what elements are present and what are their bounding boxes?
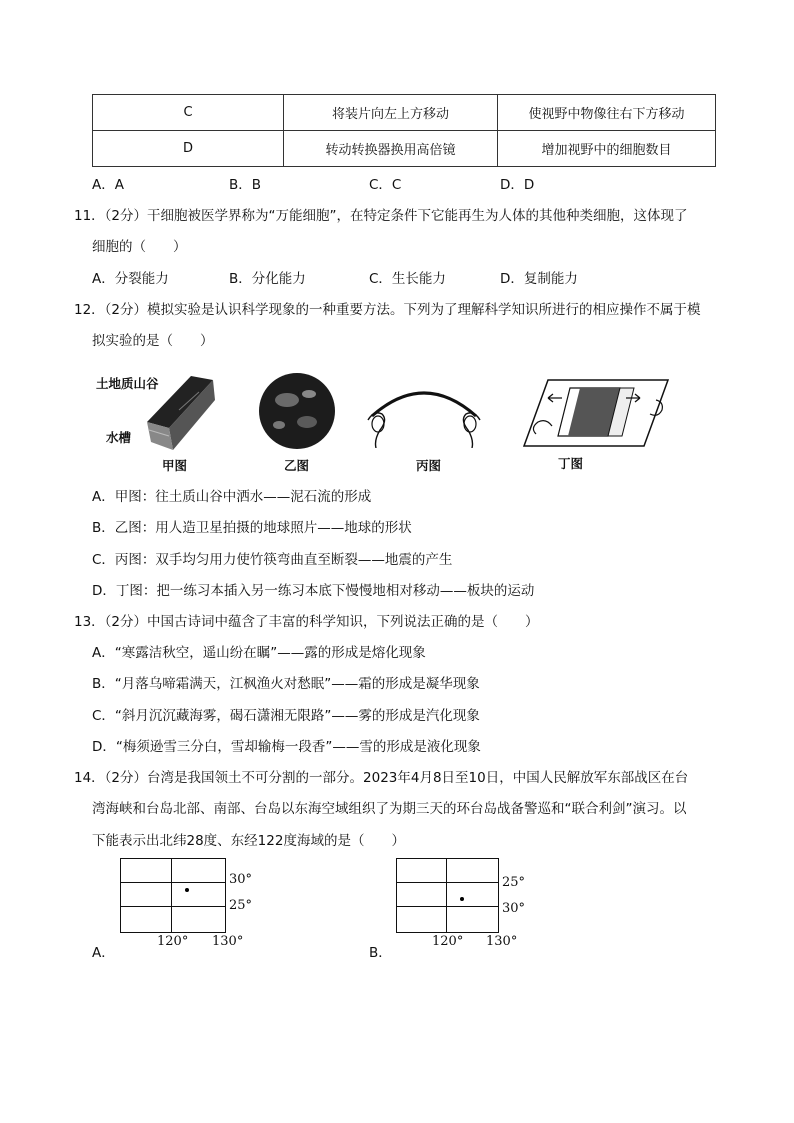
table-cell: C	[93, 95, 284, 131]
q11-option-a[interactable]: A．分裂能力	[92, 271, 169, 287]
q14-stem-line1: 14．（2分）台湾是我国领土不可分割的一部分。2023年4月8日至10日，中国人民解放军东部战区在台	[74, 770, 689, 786]
grid-b-lat-top-label: 25°	[502, 875, 526, 890]
q11-option-c[interactable]: C．生长能力	[369, 271, 446, 287]
q11-option-d[interactable]: D．复制能力	[500, 271, 578, 287]
grid-line	[121, 882, 225, 883]
location-dot	[185, 888, 189, 892]
notebooks-sliding-illustration	[522, 370, 672, 454]
q12-option-d[interactable]: D．丁图：把一练习本插入另一练习本底下慢慢地相对移动——板块的运动	[92, 583, 535, 599]
grid-b-lon-right-label: 130°	[486, 934, 518, 949]
table-cell: 将装片向左上方移动	[284, 95, 498, 131]
q13-option-a[interactable]: A．“寒露洁秋空，遥山纷在瞩”——露的形成是熔化现象	[92, 645, 426, 661]
grid-line	[397, 882, 498, 883]
q12-option-b[interactable]: B．乙图：用人造卫星拍摄的地球照片——地球的形状	[92, 520, 412, 536]
earth-globe-illustration	[257, 370, 337, 452]
q11-stem-line2: 细胞的（ ）	[92, 239, 187, 255]
figure-ding-caption: 丁图	[558, 456, 584, 471]
grid-a-lat-top-label: 30°	[229, 872, 253, 887]
valley-label: 土地质山谷	[96, 376, 159, 391]
table-cell: 增加视野中的细胞数目	[498, 131, 716, 167]
q10-option-b[interactable]: B．B	[229, 177, 262, 193]
grid-a-lon-right-label: 130°	[212, 934, 244, 949]
figure-bing-caption: 丙图	[416, 458, 442, 473]
q14-option-a-letter[interactable]: A．	[92, 945, 115, 961]
q12-stem-line1: 12．（2分）模拟实验是认识科学现象的一种重要方法。下列为了理解科学知识所进行的相应操作不属于模	[74, 302, 701, 318]
grid-a-lon-left-label: 120°	[157, 934, 189, 949]
q10-option-c[interactable]: C．C	[369, 177, 402, 193]
grid-line	[397, 906, 498, 907]
figure-yi-caption: 乙图	[284, 458, 310, 473]
q12-stem-line2: 拟实验的是（ ）	[92, 333, 214, 349]
q14-grid-a[interactable]	[120, 858, 226, 933]
grid-b-lat-bottom-label: 30°	[502, 901, 526, 916]
q10-option-a[interactable]: A．A	[92, 177, 124, 193]
q12-figure	[94, 356, 684, 474]
q12-option-c[interactable]: C．丙图：双手均匀用力使竹筷弯曲直至断裂——地震的产生	[92, 552, 453, 568]
grid-a-lat-bottom-label: 25°	[229, 898, 253, 913]
q10-option-d[interactable]: D．D	[500, 177, 535, 193]
q13-stem: 13．（2分）中国古诗词中蕴含了丰富的科学知识，下列说法正确的是（ ）	[74, 614, 539, 630]
table-cell: 转动转换器换用高倍镜	[284, 131, 498, 167]
q14-option-b-letter[interactable]: B．	[369, 945, 392, 961]
q14-stem-line2: 湾海峡和台岛北部、南部、台岛以东海空域组织了为期三天的环台岛战备警巡和“联合利剑”演习。以	[92, 801, 687, 817]
options-table	[92, 94, 716, 167]
figure-jia-caption: 甲图	[162, 458, 188, 473]
grid-line	[121, 906, 225, 907]
trough-label: 水槽	[106, 430, 132, 445]
grid-line	[446, 859, 447, 932]
q13-option-d[interactable]: D．“梅须逊雪三分白，雪却输梅一段香”——雪的形成是液化现象	[92, 739, 481, 755]
q14-grid-b[interactable]	[396, 858, 499, 933]
q11-option-b[interactable]: B．分化能力	[229, 271, 306, 287]
q12-option-a[interactable]: A．甲图：往土质山谷中洒水——泥石流的形成	[92, 489, 372, 505]
location-dot	[460, 897, 464, 901]
q13-option-b[interactable]: B．“月落乌啼霜满天，江枫渔火对愁眠”——霜的形成是凝华现象	[92, 676, 480, 692]
chopstick-bending-illustration	[364, 376, 484, 448]
q13-option-c[interactable]: C．“斜月沉沉藏海雾，碣石潇湘无限路”——雾的形成是汽化现象	[92, 708, 480, 724]
table-cell: D	[93, 131, 284, 167]
q11-stem-line1: 11．（2分）干细胞被医学界称为“万能细胞”，在特定条件下它能再生为人体的其他种类细胞，这体现了	[74, 208, 688, 224]
table-cell: 使视野中物像往右下方移动	[498, 95, 716, 131]
grid-line	[171, 859, 172, 932]
table-row	[93, 131, 716, 167]
table-row	[93, 95, 716, 131]
grid-b-lon-left-label: 120°	[432, 934, 464, 949]
q14-stem-line3: 下能表示出北纬28度、东经122度海域的是（ ）	[92, 833, 405, 849]
